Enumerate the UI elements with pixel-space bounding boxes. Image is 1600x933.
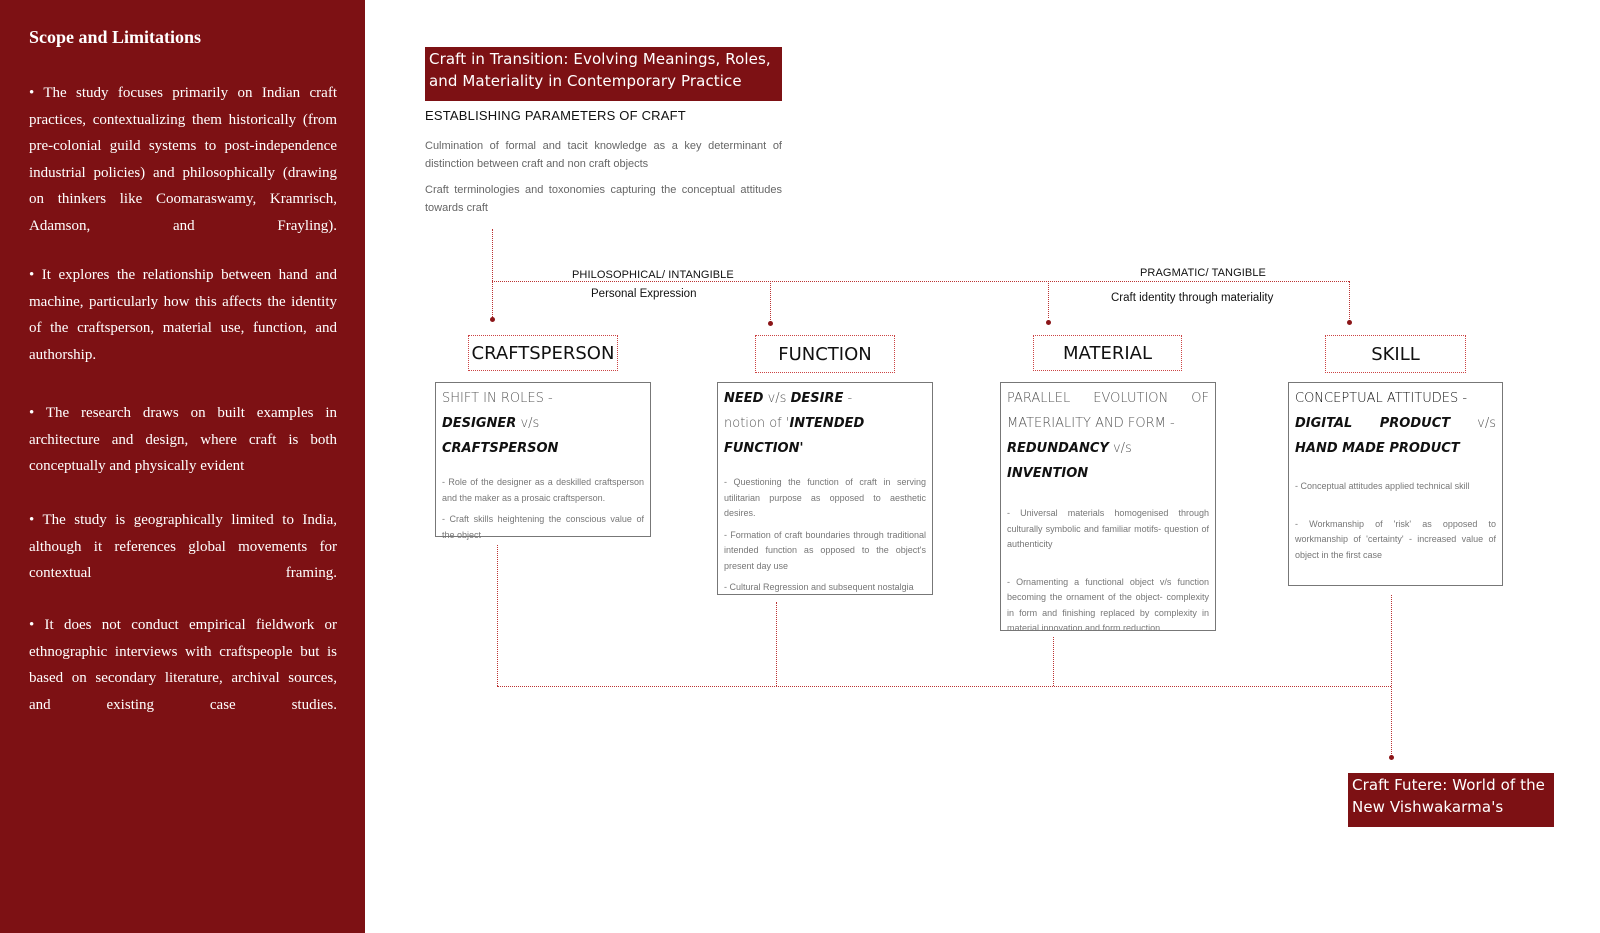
main-title-line-2: and Materiality in Contemporary Practice <box>429 72 742 90</box>
scope-paragraph-3: • The research draws on built examples in architecture and design, where craft is both conceptually and physically evident <box>29 405 337 474</box>
craftsperson-heading-line-2 <box>442 411 644 461</box>
function-heading-line-2 <box>724 411 926 461</box>
skill-term-digital: DIGITAL PRODUCT <box>1295 416 1451 431</box>
connector-trunk <box>492 229 493 319</box>
skill-term-handmade: HAND MADE PRODUCT <box>1295 441 1460 456</box>
function-versus: v/s <box>763 391 791 406</box>
node-dot-craftsperson <box>490 317 495 322</box>
connector-bottom-bar <box>497 686 1391 687</box>
category-craftsperson-title: CRAFTSPERSON <box>468 335 618 371</box>
skill-conceptual-attitudes: CONCEPTUAL ATTITUDES - <box>1295 391 1468 406</box>
node-dot-material <box>1046 320 1051 325</box>
connector-bottom-skill <box>1391 595 1392 756</box>
function-point-3: - Cultural Regression and subsequent nostalgia <box>724 582 914 592</box>
function-notion-text: notion of ' <box>724 416 790 431</box>
material-point-2: - Ornamenting a functional object v/s function becoming the ornament of the object- complexity in form and finishing replaced by complexity in material innovation and form reduction <box>1007 576 1209 633</box>
connector-skill <box>1349 281 1350 321</box>
material-term-invention: INVENTION <box>1007 466 1089 481</box>
connector-material <box>1048 281 1049 318</box>
branch-label-pragmatic: PRAGMATIC/ TANGIBLE <box>1140 267 1266 279</box>
node-dot-future <box>1389 755 1394 760</box>
material-heading-line-1: PARALLEL EVOLUTION OF MATERIALITY AND FORM - <box>1007 391 1209 431</box>
skill-point-1: - Conceptual attitudes applied technical skill <box>1295 481 1470 491</box>
function-term-desire: DESIRE <box>790 391 844 406</box>
description-knowledge: Culmination of formal and tacit knowledge as a key determinant of distinction between craft and non craft objects <box>425 140 782 170</box>
skill-heading-line-2 <box>1295 411 1496 461</box>
craftsperson-term-craftsperson: CRAFTSPERSON <box>442 441 559 456</box>
function-dash: - <box>843 391 853 406</box>
scope-paragraph-1: • The study focuses primarily on Indian craft practices, contextualizing them historically (from pre-colonial guild systems to post-independence industrial policies) and philosophically (drawing on thinkers like Coomaraswamy, Kramrisch, Adamson, and Frayling). <box>29 85 337 234</box>
category-skill-title: SKILL <box>1325 335 1466 373</box>
main-title-banner <box>425 47 782 101</box>
scope-paragraph-4: • The study is geographically limited to India, although it references global movements for contextual framing. <box>29 512 337 581</box>
function-term-need: NEED <box>724 391 764 406</box>
material-point-1: - Universal materials homogenised through culturally symbolic and familiar motifs- question of authenticity <box>1007 508 1209 549</box>
connector-bottom-function <box>776 602 777 686</box>
skill-heading-line-1 <box>1295 386 1496 411</box>
material-heading-line-2 <box>1007 436 1209 486</box>
branch-label-philosophical: PHILOSOPHICAL/ INTANGIBLE <box>572 269 734 281</box>
node-dot-skill <box>1347 320 1352 325</box>
description-terminologies: Craft terminologies and toxonomies capturing the conceptual attitudes towards craft <box>425 184 782 214</box>
connector-bottom-craftsperson <box>497 545 498 686</box>
category-function-title: FUNCTION <box>755 335 895 373</box>
material-versus: v/s <box>1108 441 1132 456</box>
scope-paragraph-2: • It explores the relationship between hand and machine, particularly how this affects the identity of the craftsperson, material use, function, and authorship. <box>29 267 337 363</box>
craftsperson-versus: v/s <box>516 416 540 431</box>
branch-sub-materiality: Craft identity through materiality <box>1111 292 1274 304</box>
function-point-2: - Formation of craft boundaries through traditional intended function as opposed to the object's present day use <box>724 529 926 571</box>
branch-sub-personal-expression: Personal Expression <box>591 288 697 300</box>
craftsperson-point-2: - Craft skills heightening the conscious value of the object <box>442 514 644 540</box>
node-dot-function <box>768 321 773 326</box>
skill-point-2: - Workmanship of 'risk' as opposed to workmanship of 'certainty' - increased value of object in the first case <box>1295 518 1496 560</box>
skill-versus: v/s <box>1450 416 1496 431</box>
craftsperson-term-designer: DESIGNER <box>442 416 517 431</box>
sidebar-title: Scope and Limitations <box>29 27 202 47</box>
parameters-subheading: ESTABLISHING PARAMETERS OF CRAFT <box>425 108 686 123</box>
future-banner <box>1348 773 1554 827</box>
craftsperson-heading-line-1: SHIFT IN ROLES - <box>442 391 553 406</box>
function-heading-line-1 <box>724 386 926 411</box>
card-material <box>1000 382 1216 631</box>
connector-function <box>770 281 771 322</box>
category-material-title: MATERIAL <box>1033 335 1182 371</box>
scope-paragraph-5: • It does not conduct empirical fieldwork or ethnographic interviews with craftspeople but is based on secondary literature, archival sources, and existing case studies. <box>29 617 337 713</box>
connector-bottom-material <box>1053 637 1054 686</box>
future-banner-line-1: Craft Futere: World of the <box>1352 776 1546 794</box>
function-term-intended: INTENDED FUNCTION' <box>724 416 865 456</box>
main-title-line-1: Craft in Transition: Evolving Meanings, Roles, <box>429 50 771 68</box>
card-craftsperson <box>435 382 651 540</box>
future-banner-line-2: New Vishwakarma's <box>1352 798 1504 816</box>
sidebar-panel <box>0 0 365 933</box>
craftsperson-point-1: - Role of the designer as a deskilled craftsperson and the maker as a prosaic craftsperson. <box>442 477 644 503</box>
card-function <box>717 382 933 595</box>
card-skill <box>1288 382 1503 586</box>
material-term-redundancy: REDUNDANCY <box>1007 441 1109 456</box>
function-point-1: - Questioning the function of craft in serving utilitarian purpose as opposed to aesthetic desires. <box>724 477 926 518</box>
connector-top-bar <box>492 281 1349 282</box>
